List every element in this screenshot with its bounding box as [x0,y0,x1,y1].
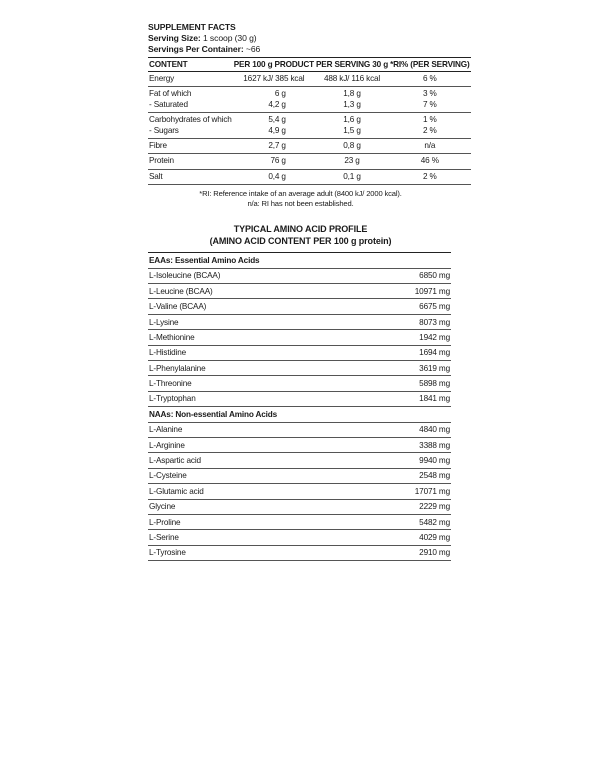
facts-cell-per100 [233,154,315,169]
facts-cell-serving [315,72,389,87]
amino-amount: 2548 mg [389,468,451,483]
amino-row [148,499,451,514]
facts-row [148,154,471,169]
facts-value: Energy [149,74,175,83]
facts-row [148,139,471,154]
nutrition-facts-table [148,57,471,185]
facts-cell-serving [315,87,389,113]
amino-name: L-Tryptophan [148,391,389,406]
amino-row [148,484,451,499]
amino-name: L-Methionine [148,330,389,345]
amino-amount: 10971 mg [389,284,451,299]
facts-value: Salt [149,171,163,181]
reference-notes [148,189,453,209]
amino-amount: 5482 mg [389,514,451,529]
amino-amount: 3388 mg [389,437,451,452]
facts-value: - Saturated [149,99,188,109]
facts-value: 488 kJ/ 116 kcal [323,74,381,83]
facts-cell-content [148,154,233,169]
amino-row [148,437,451,452]
facts-cell-content [148,139,233,154]
facts-value: 5,4 g [268,115,286,125]
facts-value: 4,2 g [268,99,286,109]
facts-row [148,87,471,113]
facts-cell-serving [315,113,389,139]
facts-value: Protein [149,156,174,166]
serving-size-label: Serving Size: [148,33,201,43]
amino-name: L-Lysine [148,314,389,329]
amino-name: L-Threonine [148,376,389,391]
facts-value: 2 % [422,125,437,135]
amino-row [148,330,451,345]
facts-cell-per100 [233,72,315,87]
facts-row [148,169,471,184]
amino-row [148,391,451,406]
amino-amount: 6675 mg [389,299,451,314]
amino-title-line2: (AMINO ACID CONTENT PER 100 g protein) [209,235,392,246]
facts-value: 2 % [422,171,437,181]
facts-header [148,22,453,55]
amino-amount: 6850 mg [389,268,451,283]
facts-cell-serving [315,169,389,184]
ri-note: *RI: Reference intake of an average adult (8400 kJ/ 2000 kcal). [199,189,402,199]
facts-cell-content [148,72,233,87]
facts-value: 2,7 g [268,141,286,151]
amino-name: L-Aspartic acid [148,453,389,468]
facts-cell-content [148,113,233,139]
col-content: CONTENT [148,58,233,72]
facts-value: Fat of which [149,89,192,99]
amino-amount: 3619 mg [389,360,451,375]
col-per-serving: PER SERVING 30 g [315,58,389,72]
amino-title-line1: TYPICAL AMINO ACID PROFILE [233,224,368,235]
amino-amount: 5898 mg [389,376,451,391]
amino-row [148,468,451,483]
facts-row [148,72,471,87]
amino-row [148,345,451,360]
facts-value: 1,6 g [343,115,361,125]
facts-value: 46 % [420,156,439,166]
facts-cell-ri [389,72,471,87]
supplement-facts-document [148,22,470,561]
amino-name: L-Glutamic acid [148,484,389,499]
amino-row [148,514,451,529]
amino-name: L-Tyrosine [148,545,389,560]
facts-cell-content [148,87,233,113]
amino-amount: 2229 mg [389,499,451,514]
amino-amount: 1942 mg [389,330,451,345]
amino-row [148,545,451,560]
facts-cell-ri [389,169,471,184]
facts-cell-content [148,169,233,184]
amino-section-heading: NAAs: Non-essential Amino Acids [148,407,451,422]
amino-acid-title [148,224,453,247]
amino-amount: 1694 mg [389,345,451,360]
amino-amount: 4840 mg [389,422,451,437]
amino-amount: 9940 mg [389,453,451,468]
amino-name: L-Arginine [148,437,389,452]
amino-name: L-Isoleucine (BCAA) [148,268,389,283]
facts-cell-ri [389,87,471,113]
amino-acid-table [148,252,451,561]
facts-header-row [148,58,471,72]
facts-cell-per100 [233,139,315,154]
amino-name: L-Phenylalanine [148,360,389,375]
facts-row [148,113,471,139]
amino-name: L-Cysteine [148,468,389,483]
amino-name: Glycine [148,499,389,514]
facts-cell-per100 [233,113,315,139]
amino-row [148,376,451,391]
amino-amount: 8073 mg [389,314,451,329]
facts-cell-serving [315,154,389,169]
serving-size-value: 1 scoop (30 g) [202,33,257,43]
col-ri-percent: *RI% (PER SERVING) [389,58,471,72]
amino-name: L-Histidine [148,345,389,360]
amino-section-row [148,253,451,268]
facts-cell-ri [389,113,471,139]
facts-value: Fibre [149,141,167,151]
facts-value: 0,8 g [343,141,361,151]
amino-row [148,453,451,468]
servings-label: Servings Per Container: [148,44,244,54]
amino-name: L-Valine (BCAA) [148,299,389,314]
na-note: n/a: RI has not been established. [247,199,354,209]
amino-name: L-Alanine [148,422,389,437]
facts-cell-per100 [233,87,315,113]
amino-amount: 17071 mg [389,484,451,499]
facts-value: 23 g [344,156,360,166]
amino-row [148,268,451,283]
facts-cell-ri [389,139,471,154]
facts-cell-ri [389,154,471,169]
facts-value: 7 % [422,99,437,109]
facts-value: n/a [424,141,436,151]
facts-value: 6 % [422,74,437,83]
facts-value: 4,9 g [268,125,286,135]
amino-row [148,360,451,375]
facts-value: 1 % [422,115,437,125]
facts-value: 0,4 g [268,171,286,181]
amino-amount: 2910 mg [389,545,451,560]
facts-title: SUPPLEMENT FACTS [148,22,236,32]
amino-amount: 4029 mg [389,530,451,545]
facts-value: 6 g [274,89,286,99]
amino-row [148,284,451,299]
facts-value: - Sugars [149,125,179,135]
facts-value: Carbohydrates of which [149,115,232,125]
amino-amount: 1841 mg [389,391,451,406]
facts-cell-per100 [233,169,315,184]
amino-section-heading: EAAs: Essential Amino Acids [148,253,451,268]
facts-value: 0,1 g [343,171,361,181]
amino-name: L-Leucine (BCAA) [148,284,389,299]
facts-value: 1627 kJ/ 385 kcal [243,74,305,83]
amino-section-row [148,407,451,422]
facts-value: 1,8 g [343,89,361,99]
servings-per-container [148,44,453,55]
col-per-100g: PER 100 g PRODUCT [233,58,315,72]
facts-value: 3 % [422,89,437,99]
facts-value: 1,5 g [343,125,361,135]
facts-cell-serving [315,139,389,154]
amino-name: L-Proline [148,514,389,529]
servings-value: ~66 [245,44,261,54]
serving-size [148,33,453,44]
amino-name: L-Serine [148,530,389,545]
facts-value: 76 g [270,156,286,166]
facts-value: 1,3 g [343,99,361,109]
amino-row [148,422,451,437]
amino-row [148,299,451,314]
amino-row [148,314,451,329]
amino-row [148,530,451,545]
